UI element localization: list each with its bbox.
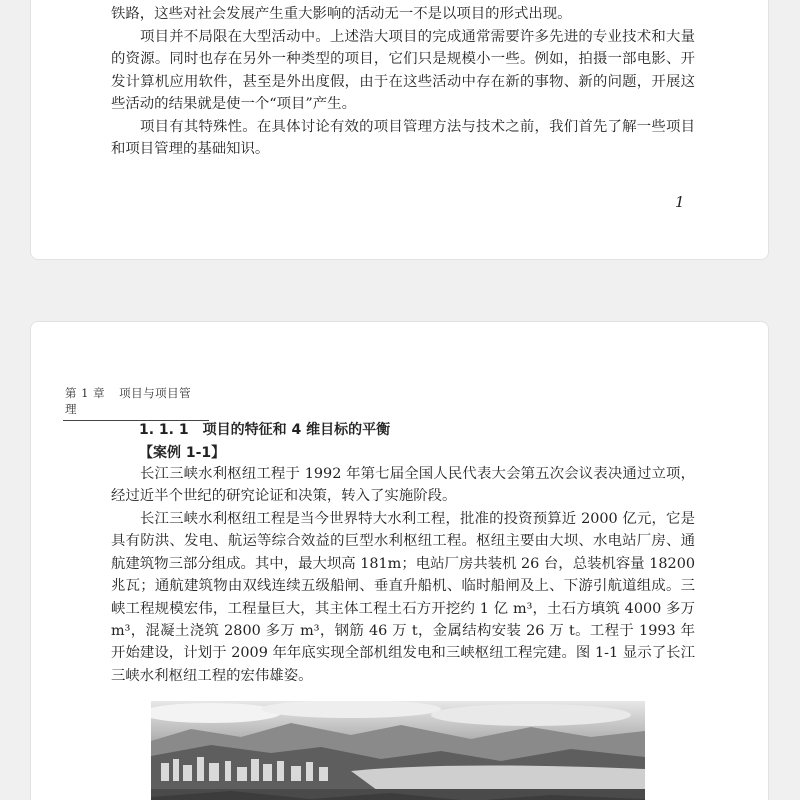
section-number: 1. 1. 1	[139, 422, 189, 438]
case-label: 【案例 1-1】	[139, 445, 226, 461]
document-page-2	[30, 321, 769, 800]
chapter-number: 第 1 章	[65, 386, 106, 400]
chapter-title: 项目与项目管理	[65, 386, 192, 416]
section-heading	[139, 419, 390, 439]
photo-three-gorges-dam-icon	[151, 701, 645, 800]
chapter-running-header	[63, 385, 209, 421]
paragraph-continuation: 铁路，这些对社会发展产生重大影响的活动无一不是以项目的形式出现。	[111, 6, 572, 22]
paragraph-project-specialty: 项目有其特殊性。在具体讨论有效的项目管理方法与技术之前，我们首先了解一些项目和项目管理的基础知识。	[111, 119, 695, 158]
section-title-text: 项目的特征和 4 维目标的平衡	[202, 422, 391, 438]
document-page-1	[30, 0, 769, 260]
page-number: 1	[675, 193, 685, 211]
paragraph-project-scope: 项目并不局限在大型活动中。上述浩大项目的完成通常需要许多先进的专业技术和大量的资源。同时也存在另外一种类型的项目，它们只是规模小一些。例如，拍摄一部电影、开发计算机应用软件，甚至是外出度假，由于在这些活动中存在新的事物、新的问题，开展这些活动的结果就是使一个“项目”产生。	[111, 29, 695, 113]
paragraph-case-intro: 长江三峡水利枢纽工程于 1992 年第七届全国人民代表大会第五次会议表决通过立项，经过近半个世纪的研究论证和决策，转入了实施阶段。	[111, 466, 695, 505]
figure-three-gorges-photo	[151, 701, 645, 800]
paragraph-case-details: 长江三峡水利枢纽工程是当今世界特大水利工程，批准的投资预算近 2000 亿元，它是具有防洪、发电、航运等综合效益的巨型水利枢纽工程。枢纽主要由大坝、水电站厂房、通航建筑物三部分组成。其中，最大坝高 181m；电站厂房共装机 26 台，总装机容量 18200 兆瓦；通航建筑物由双线连续五级船闸、垂直升船机、临时船闸及上、下游引航道组成。三峡工程规模宏伟，工程量巨大，其主体工程土石方开挖约 1 亿 m³，土石方填筑 4000 多万 m³，混凝土浇筑 2800 多万 m³，钢筋 46 万 t，金属结构安装 26 万 t。工程于 1993 年开始建设，计划于 2009 年年底实现全部机组发电和三峡枢纽工程完建。图 1-1 显示了长江三峡水利枢纽工程的宏伟雄姿。	[111, 511, 696, 684]
